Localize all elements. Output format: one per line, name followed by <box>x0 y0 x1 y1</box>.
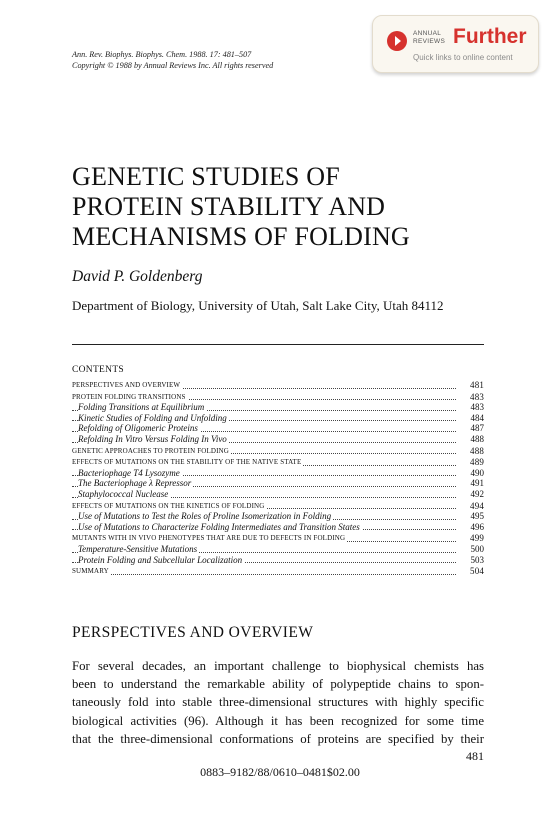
title-line: MECHANISMS OF FOLDING <box>72 222 410 251</box>
table-of-contents <box>72 380 484 577</box>
toc-entry-page: 494 <box>460 501 484 512</box>
toc-entry[interactable] <box>72 544 484 555</box>
toc-entry-title: Bacteriophage T4 Lysozyme <box>78 467 180 478</box>
annual-reviews-logo-text <box>413 30 445 45</box>
toc-entry-title: Kinetic Studies of Folding and Unfolding <box>78 412 227 423</box>
body-paragraph <box>72 657 484 748</box>
divider-rule <box>72 344 484 345</box>
toc-entry[interactable] <box>72 457 484 468</box>
copyright-line: Copyright © 1988 by Annual Reviews Inc. All rights reserved <box>72 61 274 70</box>
toc-entry[interactable] <box>72 533 484 544</box>
toc-entry-title: GENETIC APPROACHES TO PROTEIN FOLDING <box>72 446 229 455</box>
further-banner[interactable] <box>372 15 539 73</box>
title-line: PROTEIN STABILITY AND <box>72 192 386 221</box>
toc-entry-page: 504 <box>460 566 484 577</box>
toc-entry-title: Protein Folding and Subcellular Localization <box>78 554 243 565</box>
toc-entry-page: 503 <box>460 555 484 566</box>
article-code: 0883–9182/88/0610–0481$02.00 <box>200 765 360 779</box>
toc-entry[interactable] <box>72 489 484 500</box>
toc-entry-title: Use of Mutations to Characterize Folding Intermediates and Transition States <box>78 521 360 532</box>
body-line: been to understand the remarkable ability of polypeptide chains to spon- <box>72 677 484 692</box>
body-line: taneously fold into stable three-dimensional structures with highly specific <box>72 695 484 710</box>
annual-label: ANNUAL <box>413 30 442 37</box>
toc-entry[interactable] <box>72 423 484 434</box>
further-label: Further <box>453 25 527 48</box>
toc-entry-page: 483 <box>460 402 484 413</box>
toc-entry-title: SUMMARY <box>72 567 109 576</box>
section-heading: PERSPECTIVES AND OVERVIEW <box>72 624 314 641</box>
toc-entry-title: PROTEIN FOLDING TRANSITIONS <box>72 392 186 401</box>
toc-entry[interactable] <box>72 468 484 479</box>
toc-entry-page: 491 <box>460 478 484 489</box>
toc-entry-title: EFFECTS OF MUTATIONS ON THE KINETICS OF FOLDING <box>72 501 265 510</box>
toc-entry[interactable] <box>72 555 484 566</box>
toc-entry[interactable] <box>72 566 484 577</box>
toc-entry-page: 499 <box>460 533 484 544</box>
author-affiliation: Department of Biology, University of Utah, Salt Lake City, Utah 84112 <box>72 298 444 313</box>
title-line: GENETIC STUDIES OF <box>72 162 340 191</box>
toc-entry-title: PERSPECTIVES AND OVERVIEW <box>72 381 181 389</box>
toc-entry-title: Temperature-Sensitive Mutations <box>78 543 198 554</box>
body-line: biological activities (96). Although it has been recognized for some time <box>72 713 484 728</box>
toc-entry-page: 487 <box>460 423 484 434</box>
toc-entry-page: 481 <box>460 380 484 391</box>
toc-entry-page: 484 <box>460 413 484 424</box>
toc-entry-page: 490 <box>460 468 484 479</box>
toc-entry[interactable] <box>72 380 484 391</box>
toc-entry-page: 488 <box>460 446 484 457</box>
journal-citation <box>72 49 273 71</box>
toc-entry[interactable] <box>72 392 484 403</box>
page-number: 481 <box>466 749 484 763</box>
toc-entry[interactable] <box>72 501 484 512</box>
body-line: For several decades, an important challenge to biophysical chemists has <box>72 659 484 673</box>
toc-entry-page: 495 <box>460 511 484 522</box>
reviews-label: REVIEWS <box>413 37 446 45</box>
contents-heading: CONTENTS <box>72 365 125 375</box>
toc-entry-title: The Bacteriophage λ Repressor <box>78 478 192 489</box>
toc-entry[interactable] <box>72 446 484 457</box>
body-line: that the three-dimensional conformations of proteins are specified by their <box>72 731 484 746</box>
quick-links-text[interactable]: Quick links to online content <box>413 53 513 62</box>
author-name: David P. Goldenberg <box>72 268 203 285</box>
play-icon <box>387 31 407 51</box>
toc-entry-title: Refolding of Oligomeric Proteins <box>78 423 198 434</box>
toc-entry-page: 496 <box>460 522 484 533</box>
toc-entry-title: Use of Mutations to Test the Roles of Proline Isomerization in Folding <box>78 511 332 522</box>
toc-entry[interactable] <box>72 511 484 522</box>
toc-entry-title: Staphylococcal Nuclease <box>78 488 169 499</box>
toc-entry-title: Refolding In Vitro Versus Folding In Vivo <box>78 433 227 444</box>
toc-leader-dots <box>72 574 456 575</box>
toc-entry-page: 492 <box>460 489 484 500</box>
toc-entry[interactable] <box>72 434 484 445</box>
toc-entry-title: Folding Transitions at Equilibrium <box>78 402 205 413</box>
toc-entry[interactable] <box>72 478 484 489</box>
toc-entry-title: EFFECTS OF MUTATIONS ON THE STABILITY OF THE NATIVE STATE <box>72 458 302 467</box>
toc-entry-title: MUTANTS WITH IN VIVO PHENOTYPES THAT ARE DUE TO DEFECTS IN FOLDING <box>72 534 346 543</box>
toc-entry-page: 488 <box>460 434 484 445</box>
toc-entry-page: 483 <box>460 392 484 403</box>
toc-entry-page: 500 <box>460 544 484 555</box>
article-title <box>72 162 410 252</box>
toc-entry[interactable] <box>72 402 484 413</box>
toc-entry[interactable] <box>72 413 484 424</box>
toc-entry[interactable] <box>72 522 484 533</box>
toc-entry-page: 489 <box>460 457 484 468</box>
journal-citation-line: Ann. Rev. Biophys. Biophys. Chem. 1988. 17: 481–507 <box>72 50 252 59</box>
